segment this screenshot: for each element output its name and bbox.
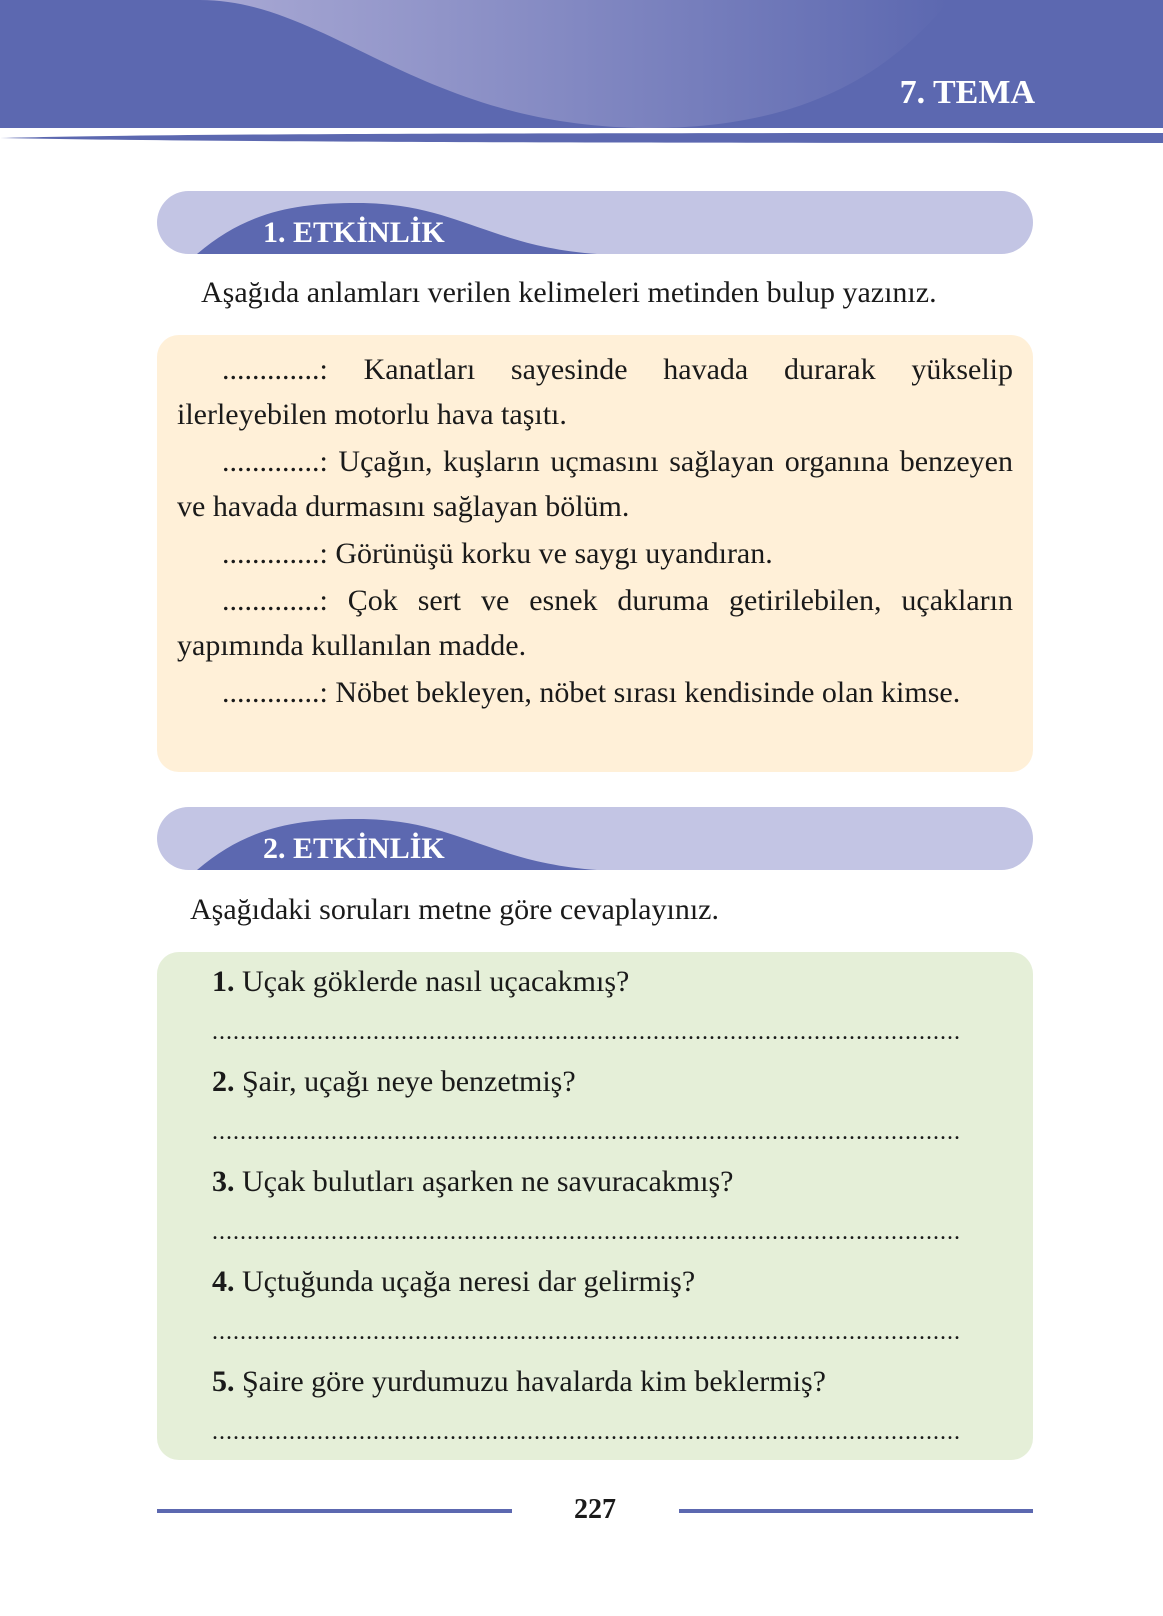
activity-2-instruction: Aşağıdaki soruları metne göre cevaplayınız.: [190, 893, 719, 926]
theme-title: 7. TEMA: [899, 74, 1035, 111]
activity-2-label: 2. ETKİNLİK: [263, 832, 445, 865]
question-text: Şaire göre yurdumuzu havalarda kim beklermiş?: [234, 1365, 826, 1398]
header-divider: [0, 133, 1163, 143]
activity-1-label: 1. ETKİNLİK: [263, 216, 445, 249]
question-item: [212, 1360, 1009, 1404]
definition-item: .............: Uçağın, kuşların uçmasını sağlayan organına benzeyen ve havada durmasını sağlayan bölüm.: [177, 445, 1013, 523]
footer-line-left: [157, 1509, 512, 1513]
header-banner: [0, 0, 1163, 128]
definition-item: .............: Nöbet bekleyen, nöbet sırası kendisinde olan kimse.: [222, 676, 961, 709]
definitions-box: [157, 335, 1033, 772]
activity-2-header: [157, 807, 1033, 870]
question-number: 5.: [212, 1365, 235, 1398]
definition-item: .............: Görünüşü korku ve saygı uyandıran.: [222, 537, 773, 570]
question-item: [212, 1060, 1009, 1104]
question-number: 1.: [212, 965, 235, 998]
questions-box: [157, 952, 1033, 1460]
footer-line-right: [679, 1509, 1033, 1513]
definition-item: .............: Çok sert ve esnek duruma getirilebilen, uçakların yapımında kullanılan madde.: [177, 584, 1013, 662]
question-text: Uçak bulutları aşarken ne savuracakmış?: [234, 1165, 734, 1198]
question-number: 2.: [212, 1065, 235, 1098]
activity-1-instruction: Aşağıda anlamları verilen kelimeleri metinden bulup yazınız.: [201, 276, 937, 309]
question-item: [212, 960, 1009, 1004]
question-text: Uçak göklerde nasıl uçacakmış?: [234, 965, 630, 998]
question-number: 3.: [212, 1165, 235, 1198]
answer-line[interactable]: ...........................................................................................................: [212, 1019, 961, 1045]
answer-line[interactable]: ...........................................................................................................: [212, 1319, 961, 1345]
question-item: [212, 1260, 1009, 1304]
answer-line[interactable]: ...........................................................................................................: [212, 1219, 961, 1245]
question-text: Uçtuğunda uçağa neresi dar gelirmiş?: [234, 1265, 696, 1298]
answer-line[interactable]: ...........................................................................................................: [212, 1419, 961, 1445]
question-text: Şair, uçağı neye benzetmiş?: [234, 1065, 576, 1098]
question-number: 4.: [212, 1265, 235, 1298]
activity-1-header: [157, 191, 1033, 254]
definition-item: .............: Kanatları sayesinde havada durarak yükselip ilerleyebilen motorlu hava taşıtı.: [177, 353, 1013, 431]
question-item: [212, 1160, 1009, 1204]
answer-line[interactable]: ...........................................................................................................: [212, 1119, 961, 1145]
page-number: 227: [574, 1494, 616, 1525]
